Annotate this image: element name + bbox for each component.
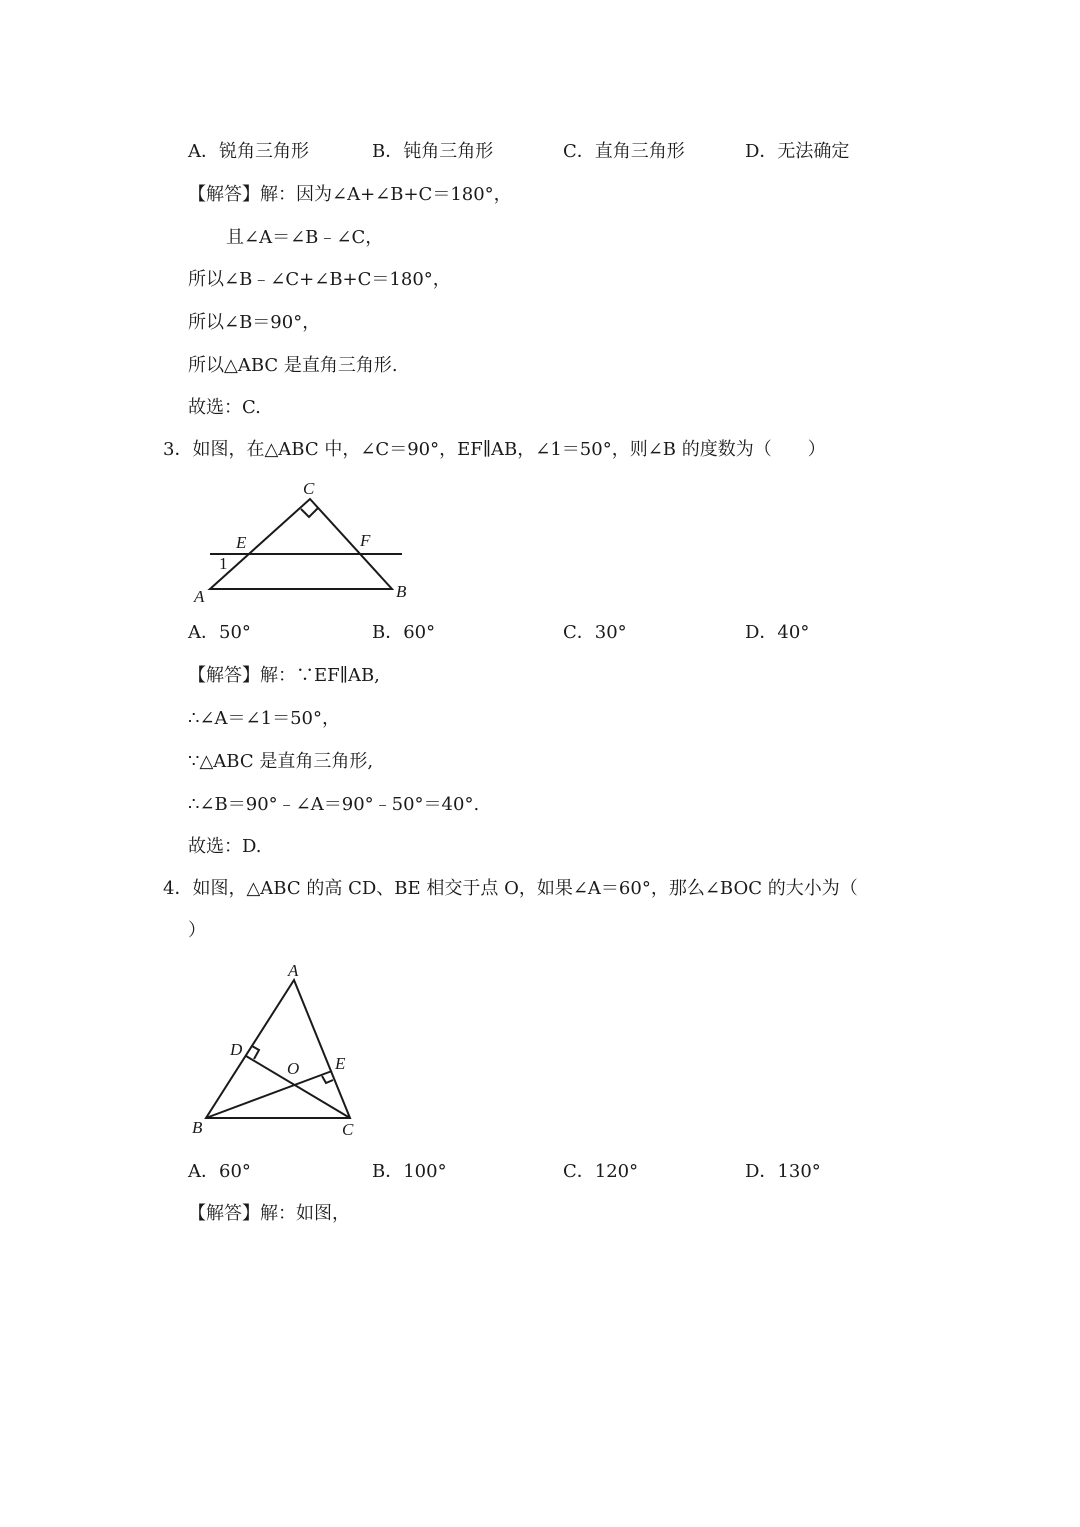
q4-label-e: E [335,1054,346,1073]
q2-solution-line: 所以∠B﹣∠C+∠B+C＝180°， [188,269,451,290]
q2-solution-line: 故选：C. [188,397,261,418]
q4-label-d: D [230,1040,243,1059]
q4-option-a: A．60° [188,1161,251,1182]
q3-solution-line: 【解答】解：∵EF∥AB, [188,665,380,686]
q4-altitude-be [206,1071,332,1118]
q3-label-c: C [303,479,315,498]
q2-solution-line: 且∠A＝∠B﹣∠C， [226,227,384,248]
q2-solution-line: 所以∠B＝90°， [188,312,321,333]
q4-option-b: B．100° [372,1161,447,1182]
q3-right-angle-mark [301,508,318,517]
q3-option-a: A．50° [188,622,251,643]
q4-solution-line: 【解答】解：如图， [188,1203,350,1224]
q3-solution-line: ∴∠B＝90°﹣∠A＝90°﹣50°＝40°. [188,794,480,815]
q3-solution-line: ∵△ABC 是直角三角形, [188,751,374,772]
q3-solution-line: ∴∠A＝∠1＝50°， [188,708,340,729]
q2-solution-line: 所以△ABC 是直角三角形. [188,355,398,376]
q2-option-d: D．无法确定 [745,141,850,162]
q4-figure [188,960,368,1145]
q3-figure [190,474,420,609]
q3-option-d: D．40° [745,622,810,643]
q2-solution-line: 【解答】解：因为∠A+∠B+C＝180°， [188,184,512,205]
q4-right-angle-mark-d [252,1046,259,1059]
q3-label-f: F [360,531,371,550]
q4-option-c: C．120° [563,1161,639,1182]
q4-stem-continued: ） [188,920,206,941]
q3-option-c: C．30° [563,622,627,643]
q4-option-d: D．130° [745,1161,821,1182]
q4-label-c: C [342,1120,354,1139]
q4-label-o: O [287,1059,300,1078]
q3-label-a: A [194,587,205,606]
q2-option-c: C．直角三角形 [563,141,685,162]
q3-label-1: 1 [219,554,228,573]
q3-stem: 3．如图，在△ABC 中，∠C＝90°，EF∥AB，∠1＝50°，则∠B 的度数为（ ） [163,439,826,460]
q4-stem: 4．如图，△ABC 的高 CD、BE 相交于点 O，如果∠A＝60°，那么∠BOC 的大小为（ [163,878,858,899]
q3-label-b: B [396,582,407,601]
q3-label-e: E [236,533,247,552]
q4-label-b: B [192,1118,203,1137]
q4-label-a: A [288,961,299,980]
q2-option-a: A．锐角三角形 [188,141,309,162]
q3-solution-line: 故选：D. [188,836,262,857]
q3-option-b: B．60° [372,622,436,643]
q4-right-angle-mark-e [322,1076,333,1083]
q2-option-b: B．钝角三角形 [372,141,494,162]
q4-triangle-abc [206,980,350,1118]
